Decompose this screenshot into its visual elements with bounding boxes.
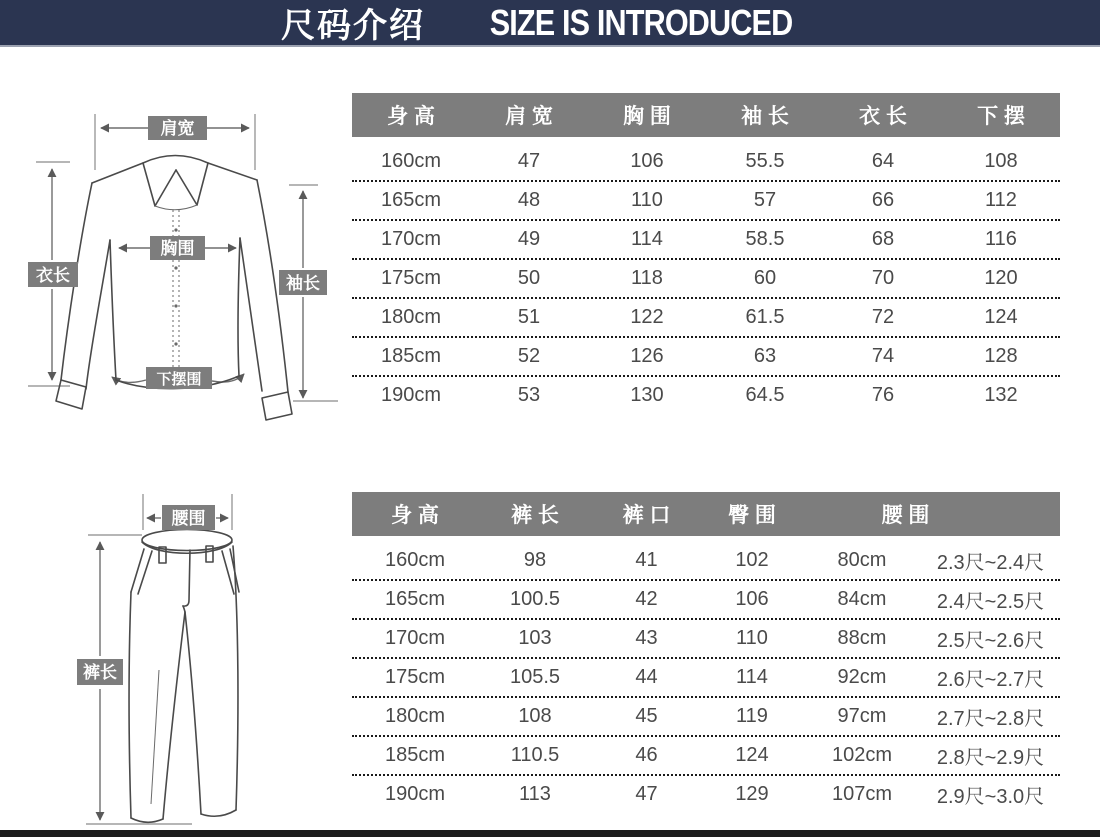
table-cell: 175cm: [384, 666, 446, 688]
table-cell: 97cm: [837, 705, 887, 727]
table-cell: 170cm: [380, 228, 442, 250]
table-cell: 185cm: [380, 345, 442, 367]
table-cell: 2.4尺~2.5尺: [936, 591, 1045, 613]
table-row: [352, 258, 1060, 297]
table-cell: 102: [735, 549, 769, 571]
column-header-shoulder: 肩 宽: [505, 105, 553, 128]
table-cell: 48: [517, 189, 541, 211]
table-cell: 100.5: [509, 588, 561, 610]
table-cell: 129: [735, 783, 769, 805]
table-row: [352, 657, 1060, 696]
table-cell: 44: [635, 666, 658, 688]
table-row: [352, 143, 1060, 180]
table-cell: 98: [523, 549, 547, 571]
table-cell: 185cm: [384, 744, 446, 766]
table-cell: 190cm: [384, 783, 446, 805]
table-cell: 128: [984, 345, 1018, 367]
table-cell: 122: [630, 306, 664, 328]
table-cell: 130: [630, 384, 664, 406]
table-row: [352, 696, 1060, 735]
table-row: [352, 542, 1060, 579]
table-cell: 61.5: [745, 306, 785, 328]
pants-measurement-diagram: [0, 470, 345, 830]
table-cell: 55.5: [745, 150, 785, 172]
table-cell: 112: [985, 189, 1017, 211]
table-cell: 88cm: [837, 627, 887, 649]
garment-length-label-text: 衣长: [36, 266, 70, 285]
table-cell: 110: [736, 627, 768, 649]
page-title-english: SIZE IS INTRODUCED: [489, 1, 793, 43]
table-cell: 114: [631, 228, 663, 250]
waist-label-text: 腰围: [171, 509, 206, 528]
shoulder-width-label: [148, 116, 207, 140]
table-cell: 47: [635, 783, 658, 805]
table-cell: 64: [871, 150, 895, 172]
chest-width-label: [150, 236, 205, 260]
table-row: [352, 579, 1060, 618]
table-cell: 76: [871, 384, 895, 406]
table-cell: 175cm: [380, 267, 442, 289]
table-cell: 74: [871, 345, 895, 367]
column-header-waist: 腰 围: [881, 504, 930, 527]
shirt-diagram-svg: [0, 90, 345, 430]
table-cell: 66: [871, 189, 895, 211]
sleeve-length-label-text: 袖长: [286, 274, 320, 293]
table-cell: 107cm: [831, 783, 893, 805]
table-cell: 105.5: [509, 666, 561, 688]
shirt-measurement-diagram: [0, 90, 345, 430]
table-row: [352, 618, 1060, 657]
column-header-leg-opening: 裤 口: [622, 504, 671, 527]
table-cell: 103: [518, 627, 552, 649]
column-header-height: 身 高: [391, 504, 439, 527]
page-title-chinese: 尺码介绍: [280, 7, 425, 45]
table-cell: 2.3尺~2.4尺: [936, 552, 1045, 574]
hem-width-label-text: 下摆围: [156, 371, 202, 388]
table-cell: 2.9尺~3.0尺: [936, 786, 1045, 808]
table-cell: 58.5: [745, 228, 785, 250]
shirt-table-rows: [352, 143, 1060, 414]
table-cell: 50: [517, 267, 541, 289]
column-header-height: 身 高: [387, 105, 435, 128]
table-cell: 116: [985, 228, 1017, 250]
table-cell: 70: [871, 267, 895, 289]
table-cell: 126: [630, 345, 664, 367]
table-row: [352, 336, 1060, 375]
pants-diagram-svg: [0, 470, 345, 830]
table-cell: 42: [635, 588, 658, 610]
table-cell: 60: [753, 267, 777, 289]
table-cell: 165cm: [384, 588, 446, 610]
column-header-sleeve: 袖 长: [741, 105, 789, 128]
pants-size-table: [352, 492, 1060, 813]
table-cell: 2.6尺~2.7尺: [936, 669, 1045, 691]
table-cell: 84cm: [837, 588, 887, 610]
pants-table-rows: [352, 542, 1060, 813]
table-cell: 118: [631, 267, 663, 289]
table-cell: 190cm: [380, 384, 442, 406]
table-cell: 170cm: [384, 627, 446, 649]
sleeve-length-label: [279, 270, 327, 295]
table-cell: 119: [736, 705, 768, 727]
table-cell: 160cm: [384, 549, 446, 571]
table-cell: 160cm: [380, 150, 442, 172]
column-header-hip: 臀 围: [728, 504, 776, 527]
table-cell: 92cm: [837, 666, 887, 688]
pants-table-header: [352, 492, 1060, 536]
table-cell: 46: [635, 744, 658, 766]
bottom-border-strip: [0, 830, 1100, 837]
table-cell: 110.5: [510, 744, 560, 766]
table-cell: 41: [635, 549, 658, 571]
table-cell: 80cm: [837, 549, 887, 571]
column-header-hem: 下 摆: [977, 105, 1025, 128]
shirt-table-header: [352, 93, 1060, 137]
table-row: [352, 219, 1060, 258]
table-cell: 102cm: [831, 744, 893, 766]
table-cell: 52: [517, 345, 541, 367]
table-cell: 165cm: [380, 189, 442, 211]
column-header-chest: 胸 围: [623, 105, 671, 128]
table-cell: 180cm: [380, 306, 442, 328]
table-cell: 120: [984, 267, 1018, 289]
table-cell: 2.7尺~2.8尺: [936, 708, 1045, 730]
table-cell: 68: [871, 228, 895, 250]
waist-label: [162, 505, 215, 530]
page-header: [0, 0, 1100, 47]
table-cell: 110: [631, 189, 663, 211]
table-cell: 2.8尺~2.9尺: [936, 747, 1045, 769]
table-cell: 108: [518, 705, 552, 727]
table-row: [352, 774, 1060, 813]
table-cell: 47: [517, 150, 541, 172]
table-cell: 49: [517, 228, 541, 250]
column-header-length: 衣 长: [859, 105, 907, 128]
table-cell: 132: [984, 384, 1018, 406]
table-cell: 43: [635, 627, 658, 649]
table-cell: 106: [735, 588, 769, 610]
pants-length-label: [77, 659, 123, 685]
table-row: [352, 735, 1060, 774]
table-cell: 2.5尺~2.6尺: [936, 630, 1045, 652]
hem-width-label: [146, 367, 212, 389]
table-cell: 113: [519, 783, 551, 805]
pants-length-label-text: 裤长: [83, 663, 117, 682]
table-cell: 106: [630, 150, 664, 172]
table-cell: 124: [984, 306, 1018, 328]
column-header-pants-length: 裤 长: [511, 504, 559, 527]
table-cell: 180cm: [384, 705, 446, 727]
table-cell: 64.5: [745, 384, 785, 406]
chest-width-label-text: 胸围: [160, 239, 195, 258]
table-cell: 63: [753, 345, 777, 367]
table-row: [352, 375, 1060, 414]
table-cell: 45: [635, 705, 658, 727]
shoulder-width-label-text: 肩宽: [160, 119, 195, 138]
table-cell: 72: [871, 306, 895, 328]
table-cell: 108: [984, 150, 1018, 172]
garment-length-label: [28, 262, 78, 287]
table-row: [352, 180, 1060, 219]
table-cell: 114: [736, 666, 768, 688]
shirt-size-table: [352, 93, 1060, 414]
table-cell: 124: [735, 744, 769, 766]
table-row: [352, 297, 1060, 336]
table-cell: 53: [517, 384, 541, 406]
table-cell: 57: [753, 189, 777, 211]
table-cell: 51: [517, 306, 541, 328]
